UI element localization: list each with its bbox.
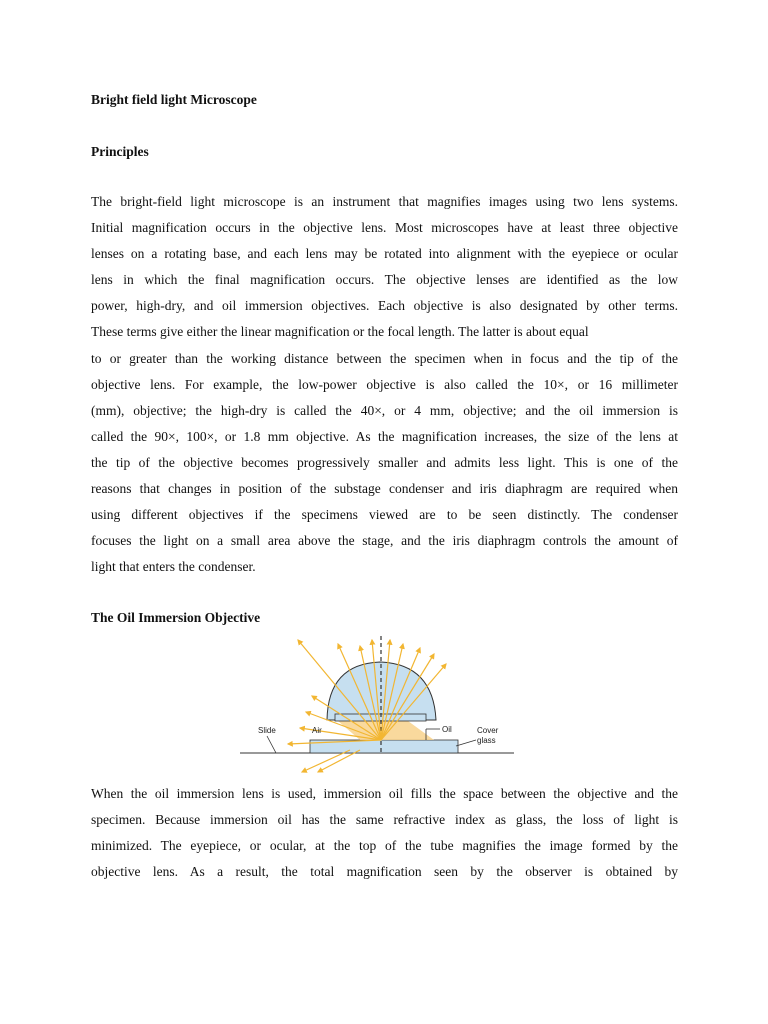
document-title: Bright field light Microscope <box>91 92 257 107</box>
slide-label: Slide <box>258 726 276 735</box>
principles-line: (mm), objective; the high-dry is called the 40×, or 4 mm, objective; and the oil immersion is <box>91 402 678 418</box>
principles-line: called the 90×, 100×, or 1.8 mm objective. As the magnification increases, the size of the lens at <box>91 428 678 444</box>
oil-line: minimized. The eyepiece, or ocular, at the top of the tube magnifies the image formed by the <box>91 838 678 854</box>
lens-dome <box>327 662 436 720</box>
oil-layer <box>338 721 434 740</box>
principles-line: reasons that changes in position of the substage condenser and iris diaphragm are required when <box>91 481 678 497</box>
cover-glass-pointer <box>456 740 476 746</box>
principles-line: focuses the light on a small area above the stage, and the iris diaphragm controls the amount of <box>91 533 678 549</box>
principles-line: the tip of the objective becomes progressively smaller and admits less light. This is one of the <box>91 454 678 470</box>
air-label: Air <box>312 726 322 735</box>
principles-line: light that enters the condenser. <box>91 559 256 575</box>
principles-line: to or greater than the working distance between the specimen when in focus and the tip of the <box>91 350 678 366</box>
cover-glass-label-line2: glass <box>477 736 496 745</box>
oil-label: Oil <box>442 725 452 734</box>
principles-line: power, high-dry, and oil immersion objectives. Each objective is also designated by other terms. <box>91 298 678 314</box>
principles-line: These terms give either the linear magnification or the focal length. The latter is about equal <box>91 324 589 340</box>
principles-line: lenses on a rotating base, and each lens may be rotated into alignment with the eyepiece or ocular <box>91 246 678 262</box>
principles-line: objective lens. For example, the low-power objective is also called the 10×, or 16 millimeter <box>91 376 678 392</box>
principles-line: lens in which the final magnification occurs. The objective lenses are identified as the low <box>91 272 678 288</box>
principles-paragraph <box>91 189 678 580</box>
oil-immersion-paragraph <box>91 781 678 885</box>
cover-glass-label-line1: Cover <box>477 726 499 735</box>
oil-line: objective lens. As a result, the total magnification seen by the observer is obtained by <box>91 864 678 880</box>
oil-immersion-heading: The Oil Immersion Objective <box>91 610 261 625</box>
principles-line: using different objectives if the specimens viewed are to be seen distinctly. The condenser <box>91 507 678 523</box>
oil-immersion-diagram <box>240 632 530 778</box>
oil-line: When the oil immersion lens is used, immersion oil fills the space between the objective and the <box>91 786 678 801</box>
principles-line: Initial magnification occurs in the objective lens. Most microscopes have at least three objective <box>91 220 678 236</box>
principles-heading: Principles <box>91 144 149 159</box>
oil-line: specimen. Because immersion oil has the same refractive index as glass, the loss of light is <box>91 812 678 828</box>
principles-line: The bright-field light microscope is an instrument that magnifies images using two lens systems. <box>91 194 678 209</box>
slide-pointer <box>267 736 276 753</box>
